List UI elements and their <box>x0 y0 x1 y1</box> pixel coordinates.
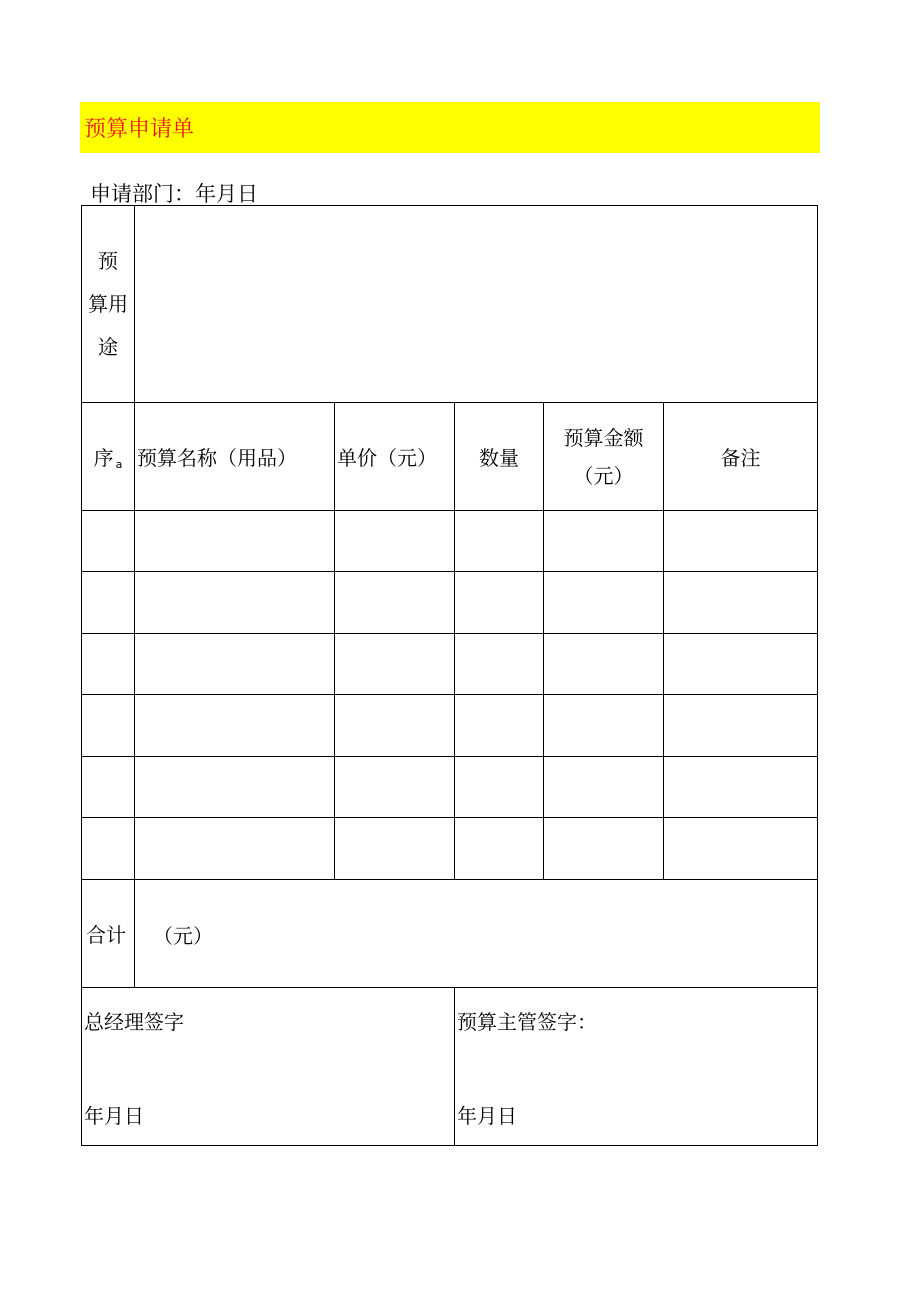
table-row <box>82 818 818 880</box>
cell-unit-price[interactable] <box>335 695 455 757</box>
header-unit-price: 单价（元） <box>335 403 455 511</box>
table-row <box>82 695 818 757</box>
cell-name[interactable] <box>135 757 335 818</box>
total-unit: （元） <box>153 924 213 948</box>
total-label: 合计 <box>82 880 135 988</box>
cell-seq[interactable] <box>82 818 135 880</box>
header-amount-line2: （元） <box>573 463 634 488</box>
department-date-line: 申请部门：年月日 <box>90 182 258 206</box>
cell-name[interactable] <box>135 695 335 757</box>
cell-remarks[interactable] <box>664 695 818 757</box>
cell-remarks[interactable] <box>664 634 818 695</box>
cell-amount[interactable] <box>544 818 664 880</box>
cell-seq[interactable] <box>82 511 135 572</box>
page-title: 预算申请单 <box>84 117 195 142</box>
header-row <box>82 403 818 511</box>
cell-unit-price[interactable] <box>335 757 455 818</box>
cell-quantity[interactable] <box>455 757 544 818</box>
cell-unit-price[interactable] <box>335 572 455 634</box>
purpose-label-line: 算用 <box>88 291 128 316</box>
cell-seq[interactable] <box>82 695 135 757</box>
total-value-cell[interactable] <box>135 880 818 988</box>
title-banner <box>80 102 820 153</box>
gm-signature-cell[interactable] <box>82 988 455 1146</box>
cell-remarks[interactable] <box>664 818 818 880</box>
cell-quantity[interactable] <box>455 695 544 757</box>
purpose-label-cell <box>82 206 135 403</box>
cell-unit-price[interactable] <box>335 818 455 880</box>
purpose-row <box>82 206 818 403</box>
cell-seq[interactable] <box>82 757 135 818</box>
cell-name[interactable] <box>135 511 335 572</box>
purpose-label-line: 预 <box>98 248 118 273</box>
cell-amount[interactable] <box>544 572 664 634</box>
cell-quantity[interactable] <box>455 634 544 695</box>
cell-name[interactable] <box>135 572 335 634</box>
budget-supervisor-signature-cell[interactable] <box>455 988 818 1146</box>
header-seq <box>82 403 135 511</box>
cell-unit-price[interactable] <box>335 634 455 695</box>
budget-supervisor-signature-date: 年月日 <box>457 1104 517 1128</box>
cell-amount[interactable] <box>544 634 664 695</box>
purpose-label-line: 途 <box>98 334 118 359</box>
cell-remarks[interactable] <box>664 511 818 572</box>
cell-seq[interactable] <box>82 572 135 634</box>
table-row <box>82 511 818 572</box>
budget-form-table <box>81 205 818 1146</box>
header-amount <box>544 403 664 511</box>
header-seq-label: 序 <box>93 446 114 470</box>
table-row <box>82 757 818 818</box>
cell-name[interactable] <box>135 818 335 880</box>
cell-seq[interactable] <box>82 634 135 695</box>
cell-name[interactable] <box>135 634 335 695</box>
cell-quantity[interactable] <box>455 572 544 634</box>
gm-signature-label: 总经理签字 <box>84 1010 184 1034</box>
cell-amount[interactable] <box>544 511 664 572</box>
header-remarks: 备注 <box>664 403 818 511</box>
header-name: 预算名称（用品） <box>135 403 335 511</box>
cell-unit-price[interactable] <box>335 511 455 572</box>
budget-supervisor-signature-label: 预算主管签字： <box>457 1010 597 1034</box>
gm-signature-date: 年月日 <box>84 1104 144 1128</box>
header-amount-line1: 预算金额 <box>563 425 644 450</box>
table-row <box>82 634 818 695</box>
cell-quantity[interactable] <box>455 818 544 880</box>
header-seq-mark: a <box>115 458 123 471</box>
header-quantity: 数量 <box>455 403 544 511</box>
cell-amount[interactable] <box>544 757 664 818</box>
cell-remarks[interactable] <box>664 572 818 634</box>
cell-remarks[interactable] <box>664 757 818 818</box>
purpose-value-cell[interactable] <box>135 206 818 403</box>
table-row <box>82 572 818 634</box>
cell-amount[interactable] <box>544 695 664 757</box>
signature-row <box>82 988 818 1146</box>
total-row <box>82 880 818 988</box>
cell-quantity[interactable] <box>455 511 544 572</box>
